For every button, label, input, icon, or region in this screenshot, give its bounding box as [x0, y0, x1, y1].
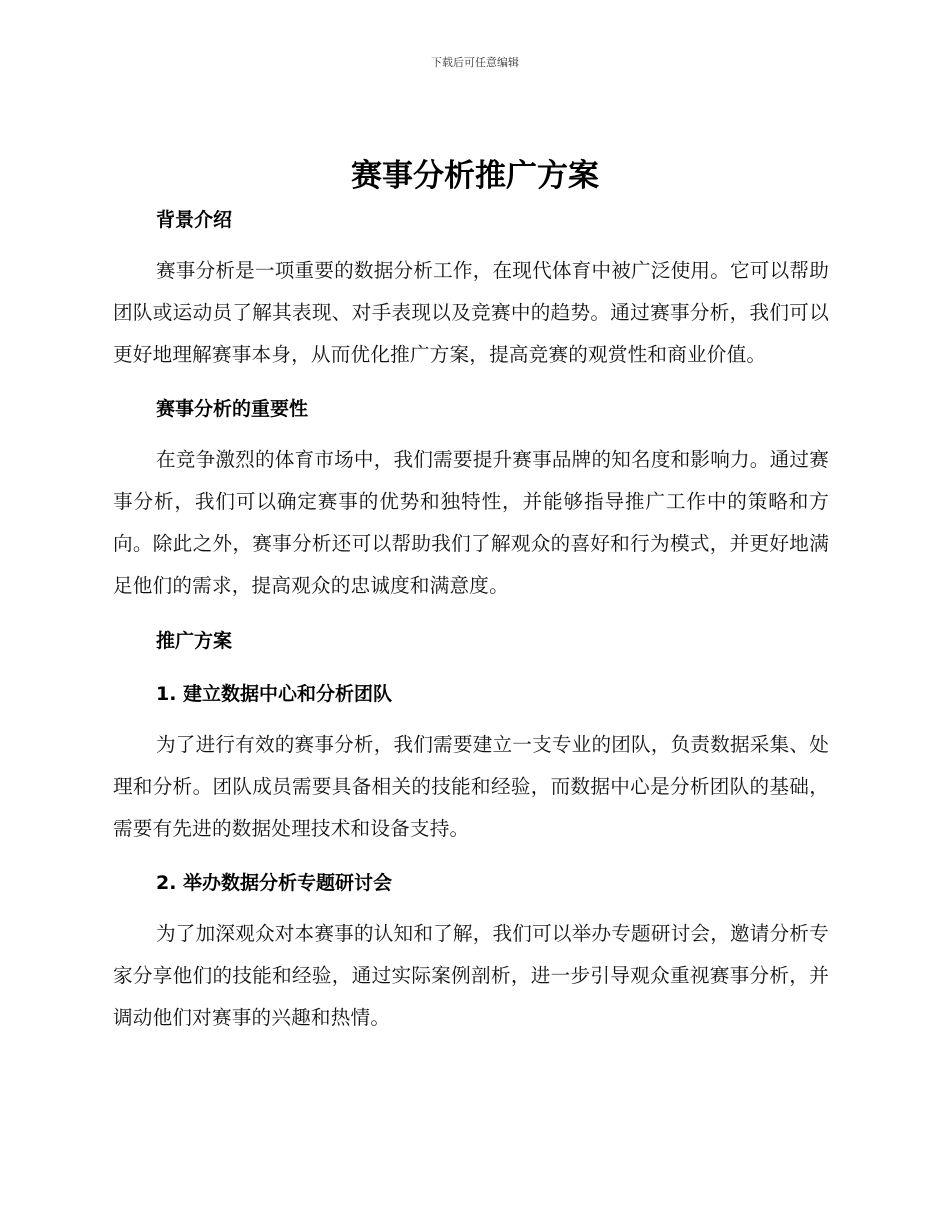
section-heading-seminar: 2. 举办数据分析专题研讨会 [156, 872, 393, 894]
document-title: 赛事分析推广方案 [351, 158, 599, 194]
section-heading-data-center: 1. 建立数据中心和分析团队 [156, 683, 393, 705]
section-heading-promotion-plan: 推广方案 [156, 630, 233, 652]
section-paragraph-data-center: 为了进行有效的赛事分析，我们需要建立一支专业的团队，负责数据采集、处理和分析。团队成员需要具备相关的技能和经验，而数据中心是分析团队的基础，需要有先进的数据处理技术和设备支持。 [113, 733, 829, 840]
page-header-note: 下载后可任意编辑 [431, 56, 519, 69]
document-body [113, 200, 829, 1039]
section-heading-importance: 赛事分析的重要性 [156, 398, 309, 420]
section-paragraph-background: 赛事分析是一项重要的数据分析工作，在现代体育中被广泛使用。它可以帮助团队或运动员了解其表现、对手表现以及竞赛中的趋势。通过赛事分析，我们可以更好地理解赛事本身，从而优化推广方案，提高竞赛的观赏性和商业价值。 [113, 259, 829, 366]
section-paragraph-importance: 在竞争激烈的体育市场中，我们需要提升赛事品牌的知名度和影响力。通过赛事分析，我们可以确定赛事的优势和独特性，并能够指导推广工作中的策略和方向。除此之外，赛事分析还可以帮助我们了解观众的喜好和行为模式，并更好地满足他们的需求，提高观众的忠诚度和满意度。 [113, 448, 829, 597]
section-paragraph-seminar: 为了加深观众对本赛事的认知和了解，我们可以举办专题研讨会，邀请分析专家分享他们的技能和经验，通过实际案例剖析，进一步引导观众重视赛事分析，并调动他们对赛事的兴趣和热情。 [113, 922, 829, 1029]
section-heading-background: 背景介绍 [156, 209, 233, 231]
